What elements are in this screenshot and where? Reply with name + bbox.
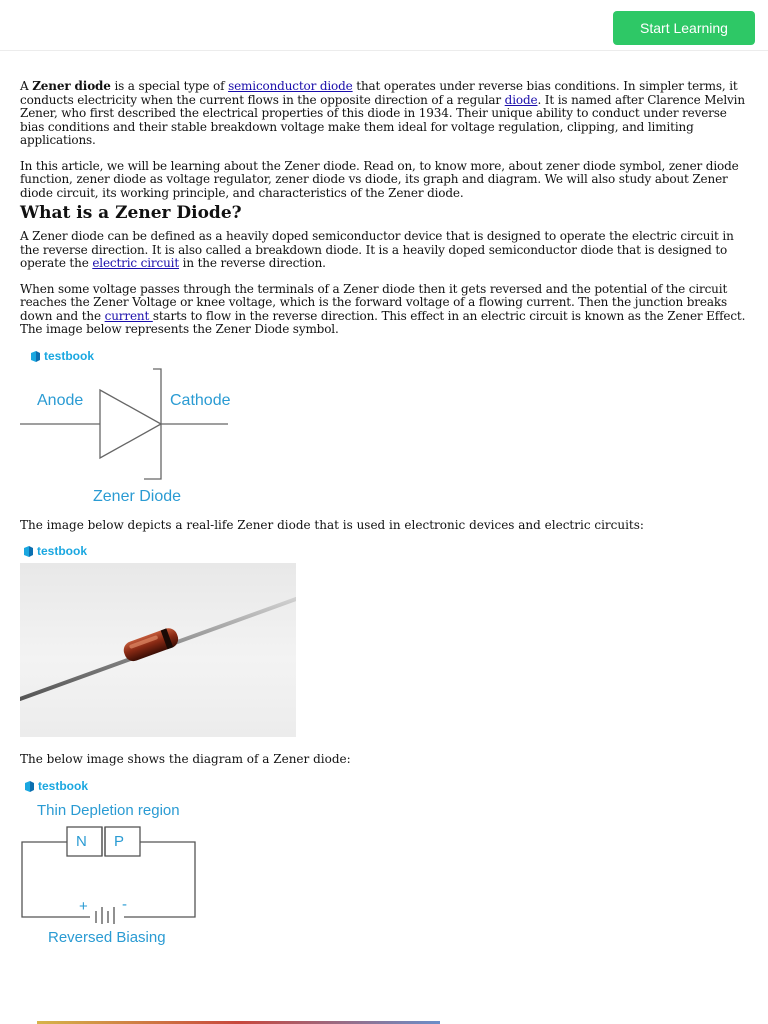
zener-symbol-diagram <box>18 366 258 484</box>
testbook-logo <box>24 779 88 793</box>
negative-terminal-label: - <box>122 896 127 913</box>
current-link[interactable]: current <box>104 308 153 323</box>
intro-paragraph-1 <box>20 80 748 148</box>
zener-diode-photo <box>20 563 296 737</box>
text: A Zener diode can be defined as a heavily doped semiconductor device that is designed to operate the electric circuit in the reverse direction. It is also called a breakdown diode. It is a heavily doped semiconductor diode that is designed to operate the <box>20 229 734 270</box>
intro-paragraph-2: In this article, we will be learning about the Zener diode. Read on, to know more, about zener diode symbol, zener diode function, zener diode as voltage regulator, zener diode vs diode, its graph and diagram. We will also study about Zener diode circuit, its working principle, and characteristics of the Zener diode. <box>20 158 739 200</box>
testbook-mark-icon <box>30 351 41 362</box>
definition-section <box>20 230 748 337</box>
term-bold: Zener diode <box>32 79 111 93</box>
positive-terminal-label: + <box>79 898 88 915</box>
section-heading: What is a Zener Diode? <box>20 203 242 223</box>
text: in the reverse direction. <box>179 256 326 270</box>
semiconductor-diode-link[interactable]: semiconductor diode <box>228 79 353 93</box>
zener-effect-paragraph <box>20 283 748 337</box>
depletion-region-label: Thin Depletion region <box>37 802 180 819</box>
reversed-biasing-label: Reversed Biasing <box>48 929 166 946</box>
text: is a special type of <box>110 79 229 93</box>
diagram-caption: The below image shows the diagram of a Zener diode: <box>20 752 351 766</box>
zener-diode-label: Zener Diode <box>93 488 182 505</box>
brand-name: testbook <box>38 779 89 793</box>
zener-circuit-diagram <box>20 824 200 924</box>
photo-caption: The image below depicts a real-life Zener diode that is used in electronic devices and electric circuits: <box>20 518 644 532</box>
testbook-mark-icon <box>23 546 34 557</box>
diode-triangle <box>100 390 161 458</box>
n-region-label: N <box>76 833 87 850</box>
text: When some voltage passes through the terminals of a Zener diode then it gets reversed and the potential of the circuit reaches the Zener Voltage or knee voltage, which is the forward voltage of a flowing current. Then the junction breaks down and the <box>20 281 728 323</box>
text: that operates under reverse bias conditions. In simpler terms, it conducts electricity when the current flows in the opposite direction of a regular <box>20 79 738 107</box>
start-learning-button[interactable]: Start Learning <box>613 11 755 45</box>
p-region-label: P <box>114 833 125 850</box>
definition-paragraph <box>20 230 748 271</box>
zener-cathode-bar <box>144 369 161 479</box>
brand-name: testbook <box>37 544 88 558</box>
cathode-label: Cathode <box>170 392 231 409</box>
testbook-logo <box>30 349 94 363</box>
brand-name: testbook <box>44 349 95 363</box>
top-bar <box>0 0 768 51</box>
intro-section <box>20 80 748 200</box>
text: . It is named after Clarence Melvin Zener, who first described the electrical properties of this diode in 1934. Their unique ability to conduct under reverse bias conditions and their stable breakdown voltage make them ideal for voltage regulation, clipping, and limiting applications. <box>20 92 745 147</box>
testbook-mark-icon <box>24 781 35 792</box>
testbook-logo <box>23 544 87 558</box>
diode-link[interactable]: diode <box>504 92 538 107</box>
anode-label: Anode <box>37 392 84 409</box>
text: A <box>20 79 33 93</box>
electric-circuit-link[interactable]: electric circuit <box>92 256 180 270</box>
text: starts to flow in the reverse direction. This effect in an electric circuit is known as the Zener Effect. The image below represents the Zener Diode symbol. <box>20 308 746 336</box>
